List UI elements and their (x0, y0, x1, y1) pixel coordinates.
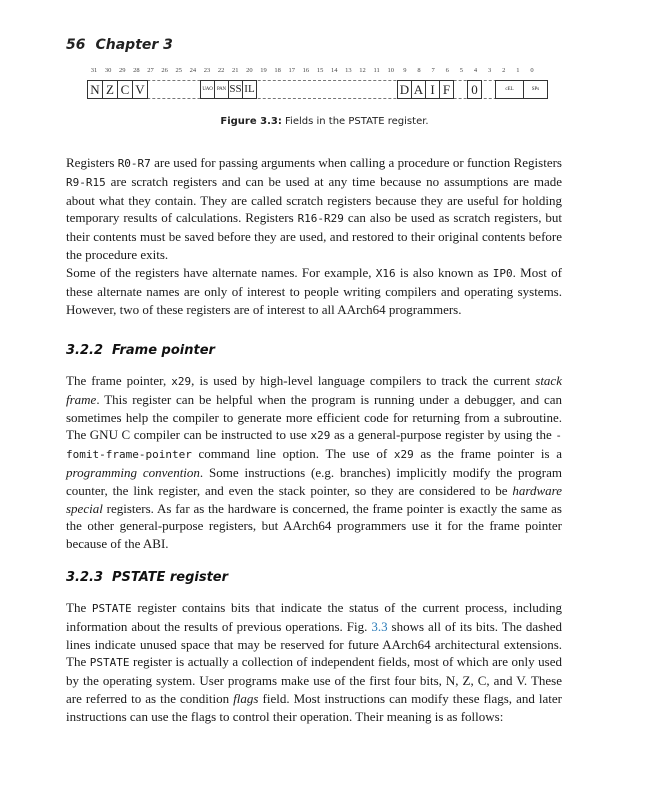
field-v: V (132, 80, 148, 99)
text-span: 3.2.3 (66, 570, 104, 585)
bit-number: 9 (403, 67, 407, 74)
bit-number: 11 (373, 67, 380, 74)
field-uao: UAO (200, 80, 215, 99)
text-span: as a general-purpose register by using the (330, 427, 556, 443)
text-span: as the frame pointer is a (413, 446, 562, 462)
text-span: 3.2.2 (66, 343, 104, 358)
paragraph-scratch-registers (66, 154, 562, 264)
bit-number: 3 (487, 67, 492, 74)
bit-number: 16 (302, 67, 310, 74)
figure-caption (0, 116, 649, 127)
code-pstate: PSTATE (91, 602, 132, 615)
text-span: registers. As far as the hardware is concerned, the frame pointer is exactly the same as the other general-purpose registers, but AArch64 programmers use it for the frame pointer because of the ABI. (66, 500, 562, 552)
bit-number: 5 (459, 67, 463, 74)
bit-number: 25 (175, 67, 183, 74)
text-span: shows all of its bits. The dashed lines indicate unused space that may be reserved for future AArch64 architectural extensions. The (66, 618, 562, 670)
text-span: are used for passing arguments when calling a procedure or function Registers (150, 155, 562, 170)
bit-number: 31 (90, 67, 98, 74)
field-pan: PAN (214, 80, 229, 99)
paragraph-pstate (66, 599, 562, 726)
field-n: N (87, 80, 103, 99)
bit-number: 13 (345, 67, 352, 74)
field-sp: SPs (523, 80, 548, 99)
figure-caption-label: Figure 3.3: (220, 116, 282, 127)
text-span: field. Most instructions can modify these flags, and later instructions can use the flags to control their operation. Their meaning is as follows: (66, 690, 562, 724)
text-span: The (66, 600, 92, 615)
pstate-register-diagram (0, 80, 649, 100)
bit-number: 0 (530, 67, 534, 74)
paragraph-frame-pointer (66, 372, 562, 553)
text-span: The frame pointer, (66, 373, 172, 388)
field-a: A (411, 80, 426, 99)
bit-number: 19 (260, 67, 267, 74)
paragraph-alternate-names (66, 264, 562, 318)
text-span: x29 (310, 429, 331, 443)
term-programming-convention: programming convention (66, 464, 200, 480)
code-r0-r7: R0-R7 (117, 157, 151, 170)
section-heading-pstate-register (66, 570, 228, 585)
code-fomit-frame-pointer: -fomit-frame-pointer (66, 429, 563, 462)
text-span: , is used by high-level language compilers to track the current (191, 373, 536, 388)
code-r16-r29: R16-R29 (297, 212, 344, 226)
field-f: F (439, 80, 454, 99)
field-il: IL (242, 80, 257, 99)
bit-number: 15 (316, 67, 324, 74)
text-span: Some of the registers have alternate names. For example, (66, 265, 376, 280)
text-span: . Most of these alternate names are only of interest to people writing compilers and operating systems. However, two of these registers are of interest to all AArch64 programmers. (66, 265, 562, 317)
bit-number: 14 (330, 67, 338, 74)
text-span: . Some instructions (e.g. branches) implicitly modify the program counter, the link register, and even the stack pointer, so they are considered to be (66, 464, 562, 498)
figure-reference-link[interactable]: 3.3 (371, 618, 388, 634)
running-header (66, 37, 173, 53)
text-span: register is actually a collection of independent fields, most of which are only used by the operating system. User programs make use of the first four bits, N, Z, C, and V. These are referred to as the condition (66, 654, 562, 706)
field-reserved-zero: 0 (467, 80, 482, 99)
text-span: . This register can be helpful when the program is running under a debugger, and can sometimes help the compiler to generate more efficient code for returning from a subroutine. The GNU C compiler can be instructed to use (66, 391, 562, 443)
bit-number: 17 (288, 67, 296, 74)
bit-number: 2 (502, 67, 506, 74)
bit-number: 29 (119, 67, 126, 74)
bit-number: 30 (104, 67, 112, 74)
text-span: Registers (66, 155, 118, 170)
code-ip0: IP0 (492, 267, 513, 280)
bit-number: 6 (445, 67, 449, 74)
bit-number: 1 (516, 67, 520, 74)
bit-number-row (0, 67, 649, 77)
bit-number: 24 (189, 67, 197, 74)
bit-number: 23 (203, 67, 211, 74)
text-span: can also be used as scratch registers, but their contents must be saved before they are used, and restored to their original contents before the procedure exits. (66, 210, 562, 262)
bit-number: 26 (161, 67, 168, 74)
text-span: PSTATE register (112, 570, 229, 585)
code-r9-r15: R9-R15 (66, 175, 106, 189)
text-span: PSTATE (89, 656, 130, 670)
bit-number: 22 (217, 67, 225, 74)
bit-number: 20 (246, 67, 253, 74)
bit-number: 8 (417, 67, 421, 74)
bit-number: 12 (359, 67, 366, 74)
figure-caption-text: Fields in the PSTATE register. (285, 116, 429, 127)
text-span: command line option. The use of (191, 446, 394, 462)
text-span: Frame pointer (112, 343, 215, 358)
bit-number: 27 (147, 67, 154, 74)
field-ss: SS (228, 80, 243, 99)
text-span: x29 (393, 448, 414, 462)
text-span: are scratch registers and can be used at any time because no assumptions are made about what they contain. They are called scratch registers because they are useful for holding temporary results of calculations. Registers (66, 173, 562, 226)
text-span: is also known as (395, 265, 493, 280)
text-span: register contains bits that indicate the status of the current process, including information about the results of previous operations. Fig. (66, 600, 562, 634)
code-x16: X16 (375, 267, 396, 280)
bit-number: 28 (133, 67, 140, 74)
bit-number: 10 (387, 67, 394, 74)
field-i: I (425, 80, 440, 99)
term-stack-frame: stack frame (66, 373, 562, 407)
term-hardware-special: hardware special (66, 482, 562, 516)
field-el: cEL (495, 80, 524, 99)
bit-number: 4 (473, 67, 478, 74)
term-flags: flags (233, 690, 259, 706)
field-z: Z (102, 80, 118, 99)
bit-number: 21 (232, 67, 239, 74)
bit-number: 7 (431, 67, 435, 74)
field-c: C (117, 80, 133, 99)
code-x29: x29 (171, 375, 192, 388)
chapter-title: Chapter 3 (95, 37, 173, 53)
page-number: 56 (66, 37, 86, 53)
field-d: D (397, 80, 412, 99)
bit-number: 18 (274, 67, 281, 74)
section-heading-frame-pointer (66, 343, 215, 358)
